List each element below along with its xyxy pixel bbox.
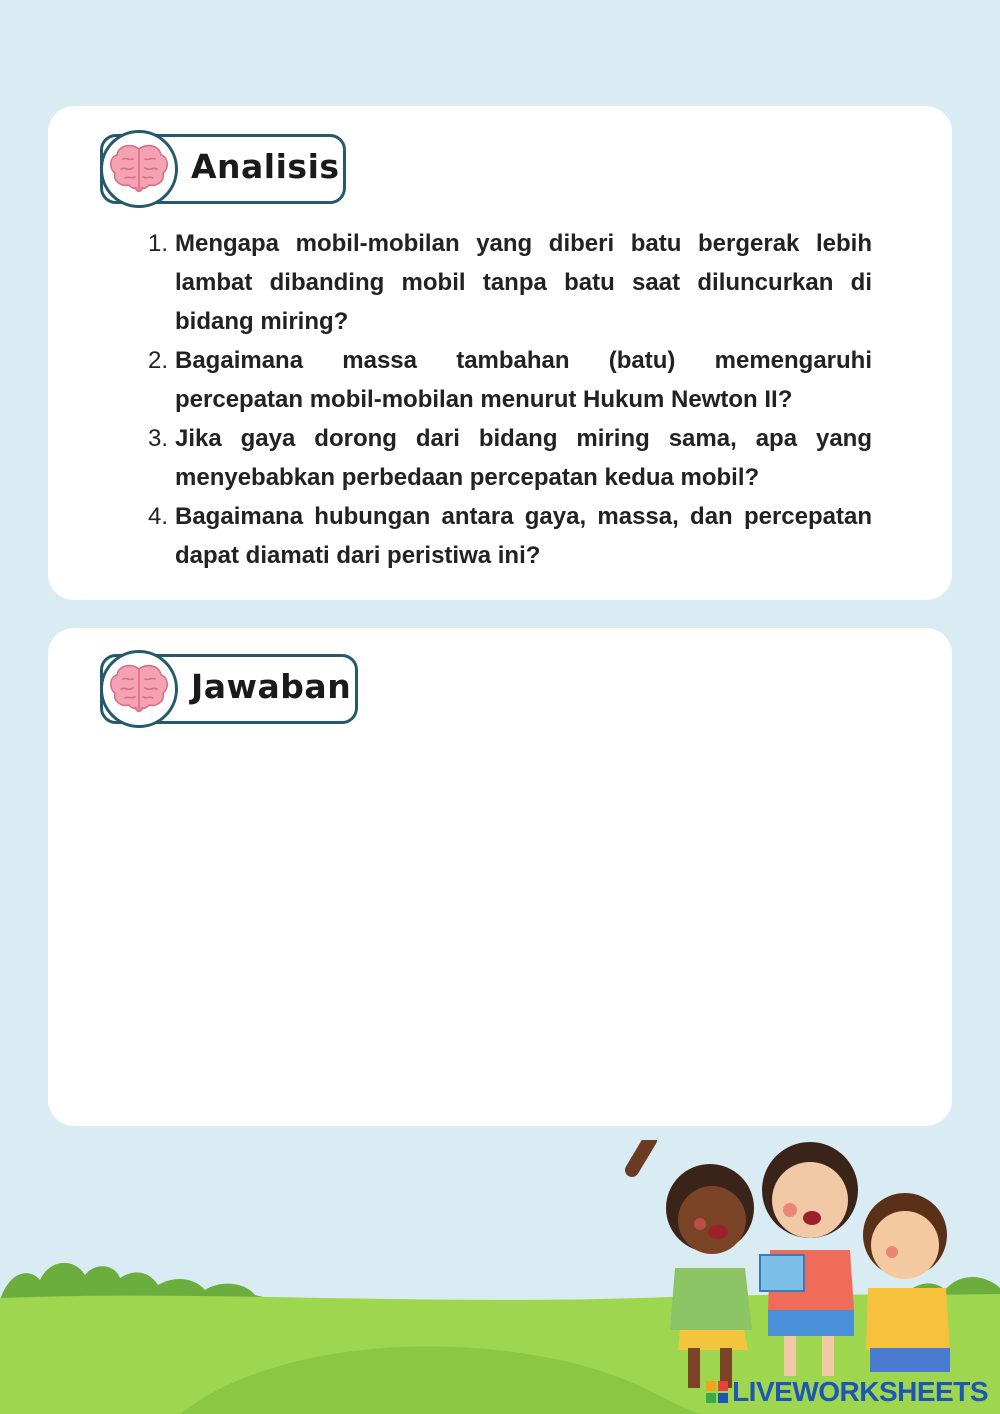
watermark-text: LIVEWORKSHEETS bbox=[732, 1376, 988, 1407]
question-list bbox=[148, 224, 872, 575]
question-item bbox=[148, 224, 872, 341]
question-number: 4. bbox=[148, 503, 169, 530]
question-text: Jika gaya dorong dari bidang miring sama, apa yang menyebabkan perbedaan percepatan kedua mobil? bbox=[175, 425, 872, 491]
kid-thinking bbox=[863, 1193, 950, 1372]
liveworksheets-logo-icon bbox=[706, 1381, 728, 1403]
analisis-title: Analisis bbox=[191, 147, 340, 186]
question-text: Mengapa mobil-mobilan yang diberi batu bergerak lebih lambat dibanding mobil tanpa batu saat diluncurkan di bidang miring? bbox=[175, 230, 872, 335]
grass-scene bbox=[0, 1140, 1000, 1414]
question-text: Bagaimana massa tambahan (batu) memengaruhi percepatan mobil-mobilan menurut Hukum Newton II? bbox=[175, 347, 872, 413]
brain-icon bbox=[100, 650, 178, 728]
jawaban-card[interactable] bbox=[48, 628, 952, 1126]
liveworksheets-watermark bbox=[706, 1376, 988, 1408]
question-text: Bagaimana hubungan antara gaya, massa, dan percepatan dapat diamati dari peristiwa ini? bbox=[175, 503, 872, 569]
question-item bbox=[148, 497, 872, 575]
answer-area[interactable] bbox=[100, 748, 900, 1098]
jawaban-header bbox=[100, 654, 358, 724]
question-item bbox=[148, 419, 872, 497]
question-number: 2. bbox=[148, 347, 169, 374]
analisis-header bbox=[100, 134, 346, 204]
brain-icon bbox=[100, 130, 178, 208]
jawaban-title: Jawaban bbox=[191, 667, 352, 706]
question-number: 3. bbox=[148, 425, 169, 452]
question-number: 1. bbox=[148, 230, 169, 257]
question-item bbox=[148, 341, 872, 419]
analisis-card bbox=[48, 106, 952, 600]
